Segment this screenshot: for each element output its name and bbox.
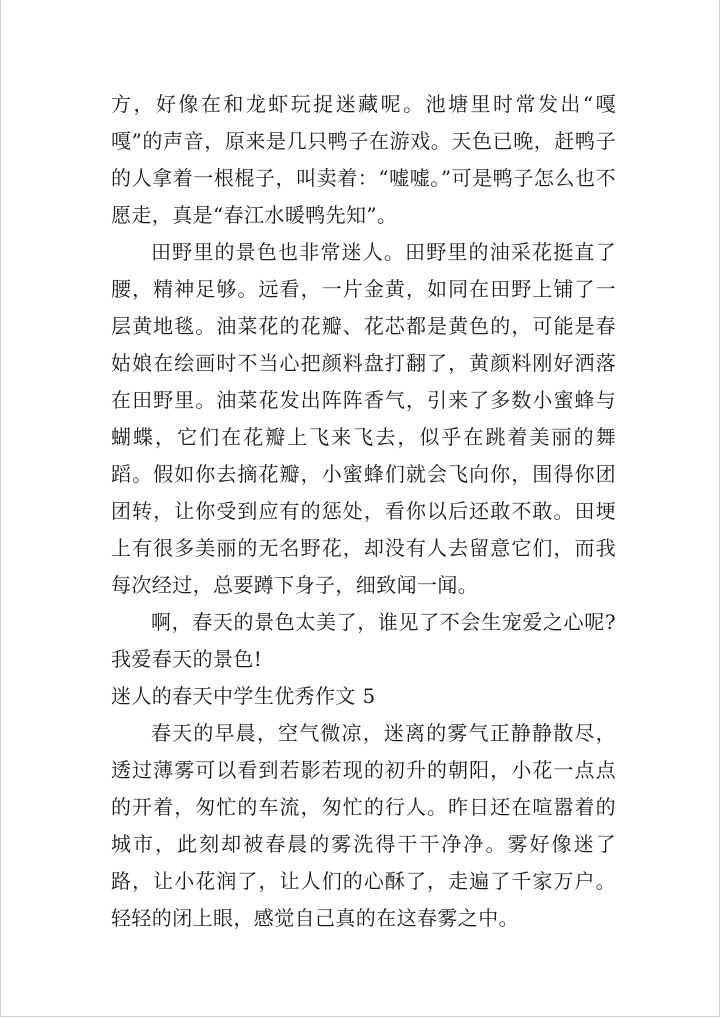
paragraph-4: 春天的早晨，空气微凉，迷离的雾气正静静散尽，透过薄雾可以看到若影若现的初升的朝阳，小花一点点的开着，匆忙的车流，匆忙的行人。昨日还在喧嚣着的城市，此刻却被春晨的雾洗得干干净净。雾好像迷了路，让小花润了，让人们的心酥了，走遍了千家万户。轻轻的闭上眼，感觉自己真的在这春雾之中。 [111, 721, 616, 930]
document-body [111, 86, 616, 937]
section-heading: 迷人的春天中学生优秀作文 5 [111, 684, 376, 708]
paragraph-3: 啊，春天的景色太美了，谁见了不会生宠爱之心呢?我爱春天的景色! [111, 610, 616, 671]
paragraph-1: 方，好像在和龙虾玩捉迷藏呢。池塘里时常发出“嘎嘎”的声音，原来是几只鸭子在游戏。天色已晚，赶鸭子的人拿着一根棍子，叫卖着：“嘘嘘。”可是鸭子怎么也不愿走，真是“春江水暖鸭先知”。 [111, 92, 616, 227]
paragraph-2: 田野里的景色也非常迷人。田野里的油采花挺直了腰，精神足够。远看，一片金黄，如同在田野上铺了一层黄地毯。油菜花的花瓣、花芯都是黄色的，可能是春姑娘在绘画时不当心把颜料盘打翻了，黄颜料刚好洒落在田野里。油菜花发出阵阵香气，引来了多数小蜜蜂与蝴蝶，它们在花瓣上飞来飞去，似乎在跳着美丽的舞蹈。假如你去摘花瓣，小蜜蜂们就会飞向你，围得你团团转，让你受到应有的惩处，看你以后还敢不敢。田埂上有很多美丽的无名野花，却没有人去留意它们，而我每次经过，总要蹲下身子，细致闻一闻。 [111, 240, 616, 597]
